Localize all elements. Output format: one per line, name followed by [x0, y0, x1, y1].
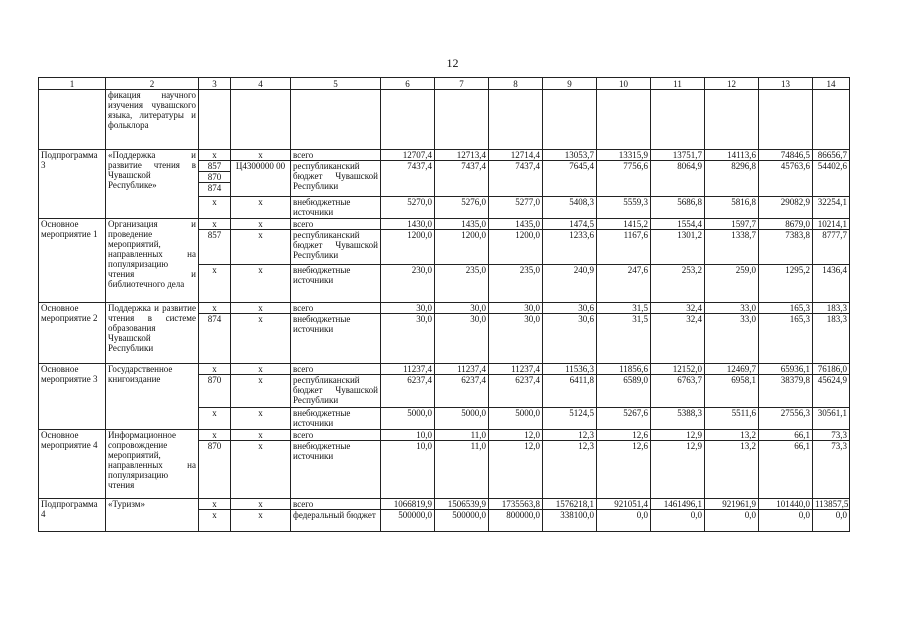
value-cell: 0,0	[597, 510, 651, 532]
value-cell: 13315,9	[597, 150, 651, 161]
funding-source-cell: внебюджетные источники	[291, 441, 381, 499]
value-cell: 86656,7	[813, 150, 850, 161]
header-cell: 2	[106, 78, 199, 90]
header-cell: 9	[543, 78, 597, 90]
value-cell: 338100,0	[543, 510, 597, 532]
value-cell: 38379,8	[759, 375, 813, 408]
event-name-cell: Государственное книгоиздание	[106, 364, 199, 430]
value-cell: 12,0	[489, 430, 543, 441]
header-cell: 3	[199, 78, 231, 90]
code-cell: 870	[199, 441, 231, 499]
value-cell: 13,2	[705, 441, 759, 499]
value-cell: 30,0	[489, 314, 543, 364]
value-cell: 253,2	[651, 265, 705, 303]
status-cell: Основное мероприятие 1	[39, 219, 106, 303]
value-cell: 7756,6	[597, 161, 651, 197]
code-cell: x	[231, 499, 291, 510]
funding-source-cell: федеральный бюджет	[291, 510, 381, 532]
funding-source-cell: внебюджетные источники	[291, 265, 381, 303]
value-cell: 30,6	[543, 314, 597, 364]
value-cell: 12,6	[597, 441, 651, 499]
value-cell: 30,0	[435, 314, 489, 364]
header-cell: 10	[597, 78, 651, 90]
budget-table	[38, 77, 850, 532]
value-cell: 11536,3	[543, 364, 597, 375]
value-cell: 73,3	[813, 430, 850, 441]
code-cell: x	[231, 265, 291, 303]
status-cell: Основное мероприятие 3	[39, 364, 106, 430]
value-cell: 12152,0	[651, 364, 705, 375]
table-row	[39, 219, 850, 230]
value-cell: 14113,6	[705, 150, 759, 161]
code-cell: x	[199, 408, 231, 430]
value-cell: 12,9	[651, 430, 705, 441]
funding-source-cell: внебюджетные источники	[291, 408, 381, 430]
table-row	[39, 303, 850, 314]
value-cell: 30561,1	[813, 408, 850, 430]
event-name-cell: фикация научного изучения чувашского языка, литературы и фольклора	[106, 90, 199, 150]
code-cell: x	[231, 197, 291, 219]
page-number: 12	[446, 56, 459, 70]
header-cell: 13	[759, 78, 813, 90]
value-cell: 1436,4	[813, 265, 850, 303]
value-cell: 1506539,9	[435, 499, 489, 510]
funding-source-cell: внебюджетные источники	[291, 197, 381, 219]
value-cell: 0,0	[705, 510, 759, 532]
table-row	[39, 499, 850, 510]
value-cell: 11237,4	[381, 364, 435, 375]
value-cell: 1474,5	[543, 219, 597, 230]
value-cell: 183,3	[813, 303, 850, 314]
table-row	[39, 90, 850, 150]
value-cell: 101440,0	[759, 499, 813, 510]
status-cell: Основное мероприятие 4	[39, 430, 106, 499]
value-cell: 11,0	[435, 430, 489, 441]
value-cell: 500000,0	[381, 510, 435, 532]
value-cell: 11,0	[435, 441, 489, 499]
code-cell: Ц4300000 00	[231, 161, 291, 197]
table-row	[39, 430, 850, 441]
value-cell: 1200,0	[489, 230, 543, 265]
value-cell: 31,5	[597, 303, 651, 314]
value-cell: 165,3	[759, 303, 813, 314]
value-cell: 1066819,9	[381, 499, 435, 510]
funding-source-cell: внебюджетные источники	[291, 314, 381, 364]
value-cell: 6237,4	[489, 375, 543, 408]
value-cell: 54402,6	[813, 161, 850, 197]
header-cell: 11	[651, 78, 705, 90]
event-name-cell: Информационное сопровождение мероприятий, направленных на популяризацию чтения	[106, 430, 199, 499]
value-cell: 30,0	[381, 303, 435, 314]
value-cell: 0,0	[651, 510, 705, 532]
code-cell: x	[231, 441, 291, 499]
funding-source-cell: всего	[291, 219, 381, 230]
value-cell: 1435,0	[489, 219, 543, 230]
code-cell: x	[199, 265, 231, 303]
value-cell: 13,2	[705, 430, 759, 441]
value-cell: 7437,4	[489, 161, 543, 197]
value-cell: 13053,7	[543, 150, 597, 161]
value-cell: 31,5	[597, 314, 651, 364]
value-cell: 259,0	[705, 265, 759, 303]
value-cell: 8679,0	[759, 219, 813, 230]
value-cell: 8064,9	[651, 161, 705, 197]
value-cell: 235,0	[489, 265, 543, 303]
header-cell: 7	[435, 78, 489, 90]
value-cell: 1576218,1	[543, 499, 597, 510]
value-cell: 10,0	[381, 430, 435, 441]
value-cell: 800000,0	[489, 510, 543, 532]
value-cell: 240,9	[543, 265, 597, 303]
code-cell	[199, 161, 231, 197]
value-cell: 6589,0	[597, 375, 651, 408]
value-cell: 6763,7	[651, 375, 705, 408]
funding-source-cell: всего	[291, 150, 381, 161]
value-cell: 0,0	[813, 510, 850, 532]
value-cell: 13751,7	[651, 150, 705, 161]
header-cell: 4	[231, 78, 291, 90]
value-cell: 1200,0	[435, 230, 489, 265]
code-cell: 857	[199, 230, 231, 265]
code-cell: 874	[199, 314, 231, 364]
value-cell: 12713,4	[435, 150, 489, 161]
status-cell: Основное мероприятие 2	[39, 303, 106, 364]
header-cell: 5	[291, 78, 381, 90]
value-cell: 183,3	[813, 314, 850, 364]
code-cell: x	[199, 219, 231, 230]
value-cell: 65936,1	[759, 364, 813, 375]
value-cell: 5000,0	[435, 408, 489, 430]
code-cell: x	[199, 510, 231, 532]
value-cell: 1338,7	[705, 230, 759, 265]
value-cell: 32,4	[651, 303, 705, 314]
program-name-cell: «Поддержка и развитие чтения в Чувашской Республике»	[106, 150, 199, 219]
value-cell: 66,1	[759, 441, 813, 499]
value-cell: 500000,0	[435, 510, 489, 532]
code-cell: x	[231, 314, 291, 364]
header-cell: 14	[813, 78, 850, 90]
value-cell: 6237,4	[381, 375, 435, 408]
event-name-cell: Организация и проведение мероприятий, направленных на популяризацию чтения и библиотечного дела	[106, 219, 199, 303]
code-cell: x	[231, 375, 291, 408]
value-cell: 76186,0	[813, 364, 850, 375]
value-cell: 1735563,8	[489, 499, 543, 510]
table-row	[39, 364, 850, 375]
value-cell: 73,3	[813, 441, 850, 499]
funding-source-cell: всего	[291, 303, 381, 314]
value-cell: 7437,4	[381, 161, 435, 197]
value-cell: 1415,2	[597, 219, 651, 230]
value-cell: 45763,6	[759, 161, 813, 197]
value-cell: 12,9	[651, 441, 705, 499]
value-cell: 5408,3	[543, 197, 597, 219]
value-cell: 10214,1	[813, 219, 850, 230]
value-cell: 12707,4	[381, 150, 435, 161]
value-cell: 6958,1	[705, 375, 759, 408]
status-cell: Подпрограмма 4	[39, 499, 106, 532]
value-cell: 1295,2	[759, 265, 813, 303]
code-cell: x	[199, 430, 231, 441]
value-cell: 0,0	[759, 510, 813, 532]
value-cell: 5267,6	[597, 408, 651, 430]
value-cell: 5270,0	[381, 197, 435, 219]
code-value: 874	[199, 182, 231, 193]
code-cell: x	[231, 430, 291, 441]
code-cell: x	[199, 197, 231, 219]
value-cell: 12714,4	[489, 150, 543, 161]
code-cell: x	[231, 230, 291, 265]
code-cell: 870	[199, 375, 231, 408]
value-cell: 7645,4	[543, 161, 597, 197]
funding-source-cell: всего	[291, 364, 381, 375]
code-cell: x	[231, 408, 291, 430]
status-cell: Подпрограмма 3	[39, 150, 106, 219]
value-cell: 33,0	[705, 303, 759, 314]
value-cell: 5816,8	[705, 197, 759, 219]
code-value: 870	[199, 171, 231, 182]
code-cell: x	[231, 364, 291, 375]
value-cell: 10,0	[381, 441, 435, 499]
code-cell: x	[199, 303, 231, 314]
value-cell: 12,3	[543, 441, 597, 499]
value-cell: 32,4	[651, 314, 705, 364]
value-cell: 5511,6	[705, 408, 759, 430]
value-cell: 12469,7	[705, 364, 759, 375]
value-cell: 32254,1	[813, 197, 850, 219]
value-cell: 11237,4	[489, 364, 543, 375]
value-cell: 74846,5	[759, 150, 813, 161]
value-cell: 12,6	[597, 430, 651, 441]
value-cell: 8777,7	[813, 230, 850, 265]
value-cell: 12,0	[489, 441, 543, 499]
header-cell: 8	[489, 78, 543, 90]
value-cell: 5000,0	[381, 408, 435, 430]
value-cell: 1200,0	[381, 230, 435, 265]
event-name-cell: Поддержка и развитие чтения в системе образования Чувашской Республики	[106, 303, 199, 364]
value-cell: 11856,6	[597, 364, 651, 375]
funding-source-cell: всего	[291, 430, 381, 441]
value-cell: 5276,0	[435, 197, 489, 219]
value-cell: 29082,9	[759, 197, 813, 219]
value-cell: 113857,5	[813, 499, 850, 510]
header-cell: 12	[705, 78, 759, 90]
value-cell: 5559,3	[597, 197, 651, 219]
code-cell: x	[199, 499, 231, 510]
code-cell: x	[231, 219, 291, 230]
value-cell: 921961,9	[705, 499, 759, 510]
value-cell: 921051,4	[597, 499, 651, 510]
value-cell: 1167,6	[597, 230, 651, 265]
funding-source-cell: всего	[291, 499, 381, 510]
code-cell: x	[199, 150, 231, 161]
value-cell: 5686,8	[651, 197, 705, 219]
table-row	[39, 150, 850, 161]
code-cell: x	[231, 303, 291, 314]
value-cell: 1461496,1	[651, 499, 705, 510]
value-cell: 30,0	[489, 303, 543, 314]
header-cell: 1	[39, 78, 106, 90]
value-cell: 6411,8	[543, 375, 597, 408]
code-cell: x	[231, 510, 291, 532]
value-cell: 5277,0	[489, 197, 543, 219]
value-cell: 8296,8	[705, 161, 759, 197]
header-row	[39, 78, 850, 90]
funding-source-cell: республиканский бюджет Чувашской Республики	[291, 375, 381, 408]
value-cell: 45624,9	[813, 375, 850, 408]
value-cell: 11237,4	[435, 364, 489, 375]
value-cell: 33,0	[705, 314, 759, 364]
value-cell: 6237,4	[435, 375, 489, 408]
value-cell: 30,6	[543, 303, 597, 314]
code-value: 857	[207, 161, 222, 171]
header-cell: 6	[381, 78, 435, 90]
value-cell: 5388,3	[651, 408, 705, 430]
program-name-cell: «Туризм»	[106, 499, 199, 532]
value-cell: 12,3	[543, 430, 597, 441]
value-cell: 66,1	[759, 430, 813, 441]
value-cell: 1430,0	[381, 219, 435, 230]
value-cell: 30,0	[435, 303, 489, 314]
value-cell: 235,0	[435, 265, 489, 303]
funding-source-cell: республиканский бюджет Чувашской Республики	[291, 230, 381, 265]
value-cell: 1554,4	[651, 219, 705, 230]
value-cell: 230,0	[381, 265, 435, 303]
code-cell: x	[199, 364, 231, 375]
value-cell: 1435,0	[435, 219, 489, 230]
value-cell: 247,6	[597, 265, 651, 303]
value-cell: 7437,4	[435, 161, 489, 197]
value-cell: 5000,0	[489, 408, 543, 430]
value-cell: 1301,2	[651, 230, 705, 265]
code-cell: x	[231, 150, 291, 161]
funding-source-cell: республиканский бюджет Чувашской Республики	[291, 161, 381, 197]
value-cell: 5124,5	[543, 408, 597, 430]
value-cell: 27556,3	[759, 408, 813, 430]
value-cell: 30,0	[381, 314, 435, 364]
value-cell: 1233,6	[543, 230, 597, 265]
value-cell: 7383,8	[759, 230, 813, 265]
value-cell: 165,3	[759, 314, 813, 364]
value-cell: 1597,7	[705, 219, 759, 230]
